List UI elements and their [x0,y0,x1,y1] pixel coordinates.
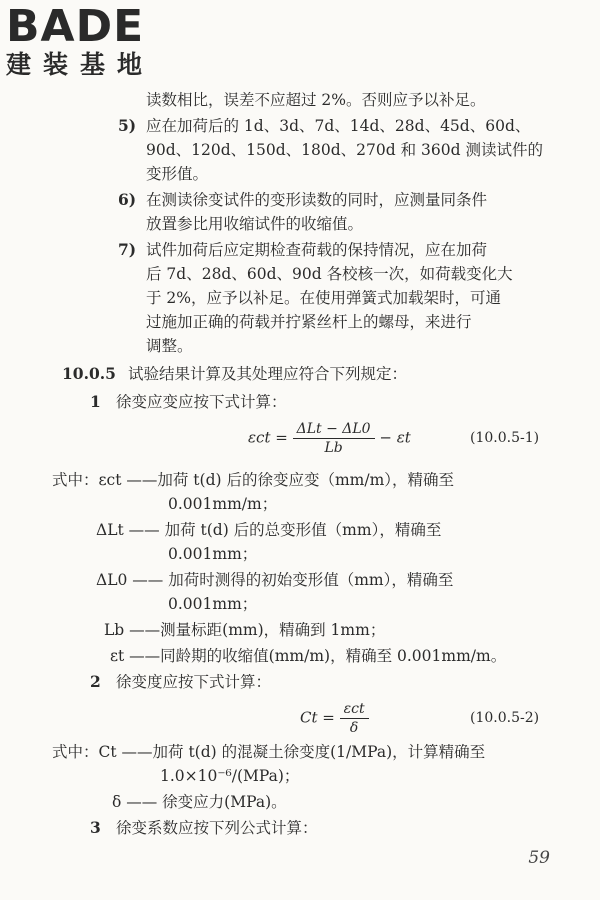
equation-1 [248,420,411,457]
section-heading: 试验结果计算及其处理应符合下列规定： [128,365,408,383]
text-line: 式中：εct ——加荷 t(d) 后的徐变应变（mm/m），精确至 [52,471,455,489]
eq2-numerator: εct [340,700,369,719]
text-line: 徐变应变应按下式计算： [116,393,287,411]
eq2-number: (10.0.5-2) [470,710,540,726]
logo [6,1,155,80]
eq1-lhs: εct = [248,428,288,447]
eq1-fraction [293,420,375,457]
text-line: 0.001mm； [168,545,258,563]
item-number: 5) [118,116,137,135]
text-line: 调整。 [146,337,193,355]
text-line: 后 7d、28d、60d、90d 各校核一次，如荷载变化大 [146,265,513,283]
text-line: 1.0×10⁻⁶/(MPa)； [160,767,300,785]
item-number: 2 [90,672,101,691]
text-line: ΔL0 —— 加荷时测得的初始变形值（mm），精确至 [96,571,454,589]
text-line: 0.001mm/m； [168,495,278,513]
equation-2 [300,700,369,737]
eq2-fraction [340,700,369,737]
text-line: 90d、120d、150d、180d、270d 和 360d 测读试件的 [146,141,543,159]
eq1-denominator: Lb [324,440,343,456]
text-line: 0.001mm； [168,595,258,613]
text-line: 徐变度应按下式计算： [116,673,272,691]
text-line: 过施加正确的荷载并拧紧丝杆上的螺母，来进行 [146,313,472,331]
logo-chinese: 建装基地 [6,50,155,79]
page-number: 59 [528,848,550,868]
logo-wordmark: BADE [6,1,145,52]
text-line: ΔLt —— 加荷 t(d) 后的总变形值（mm），精确至 [96,521,442,539]
text-line: 放置参比用收缩试件的收缩值。 [146,215,364,233]
text-line: 读数相比，误差不应超过 2%。否则应予以补足。 [146,91,486,109]
item-number: 7) [118,240,137,259]
text-line: 试件加荷后应定期检查荷载的保持情况，应在加荷 [146,241,488,259]
text-line: δ —— 徐变应力(MPa)。 [112,793,287,811]
item-number: 3 [90,818,101,837]
eq1-number: (10.0.5-1) [470,430,540,446]
item-number: 1 [90,392,101,411]
text-line: 式中：Ct ——加荷 t(d) 的混凝土徐变度(1/MPa)，计算精确至 [52,743,486,761]
section-number: 10.0.5 [62,364,116,383]
eq2-lhs: Ct = [300,708,335,727]
text-line: 徐变系数应按下列公式计算： [116,819,318,837]
text-line: 变形值。 [146,165,209,183]
eq2-denominator: δ [349,720,359,736]
text-line: Lb ——测量标距(mm)，精确到 1mm； [104,621,386,639]
text-line: 于 2%，应予以补足。在使用弹簧式加载架时，可通 [146,289,502,307]
text-line: 在测读徐变试件的变形读数的同时，应测量同条件 [146,191,488,209]
eq1-tail: − εt [379,428,411,447]
text-line: 应在加荷后的 1d、3d、7d、14d、28d、45d、60d、 [146,117,531,135]
text-line: εt ——同龄期的收缩值(mm/m)，精确至 0.001mm/m。 [110,647,507,665]
item-number: 6) [118,190,137,209]
eq1-numerator: ΔLt − ΔL0 [293,420,375,439]
